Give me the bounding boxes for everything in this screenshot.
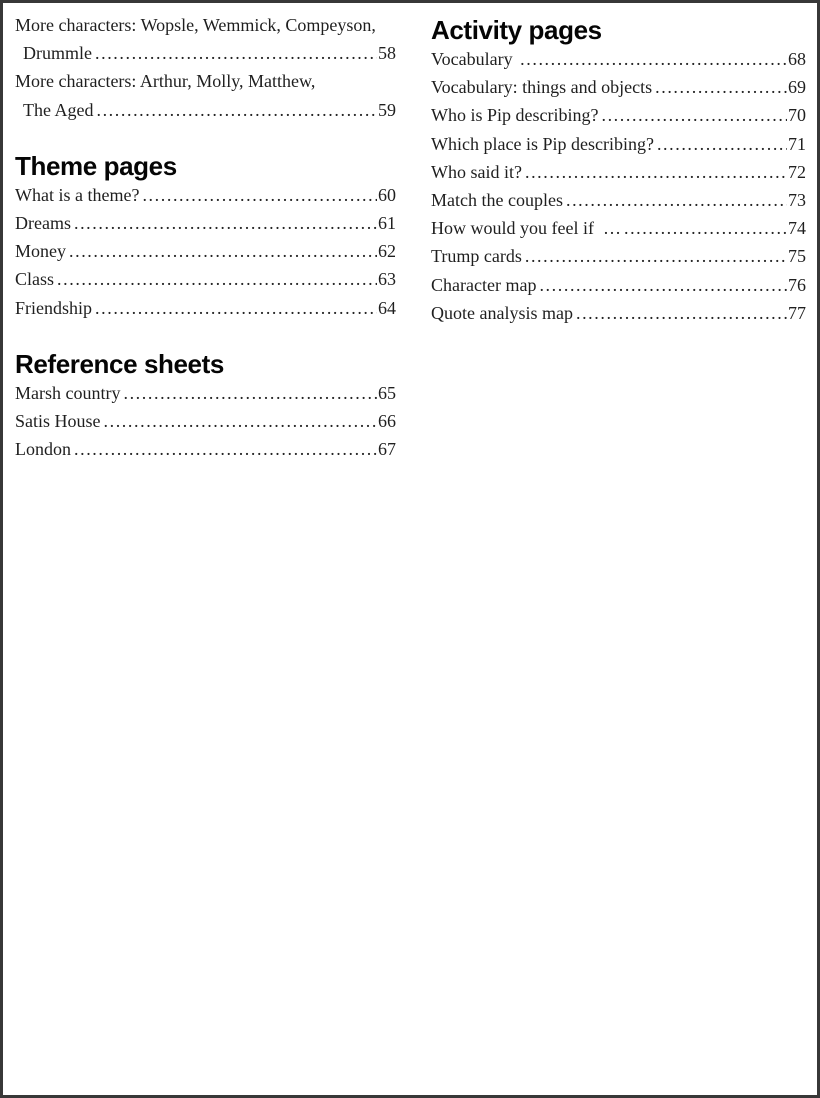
toc-column-left <box>15 11 396 1095</box>
toc-entry <box>15 39 396 67</box>
dot-leader <box>96 96 377 124</box>
dot-leader <box>520 45 787 73</box>
toc-entry <box>15 379 396 407</box>
toc-entry <box>15 407 396 435</box>
toc-entry <box>15 96 396 124</box>
toc-section <box>15 151 396 322</box>
toc-section <box>15 349 396 464</box>
toc-entry-label: Friendship <box>15 297 93 318</box>
toc-entry-wrapped <box>15 11 396 67</box>
toc-entry-label: Drummle <box>23 43 92 64</box>
toc-entry-label: Who said it? <box>431 161 522 182</box>
dot-leader <box>566 186 787 214</box>
toc-entry-label: Money <box>15 241 66 262</box>
toc-section <box>15 11 396 124</box>
toc-entry-page: 66 <box>378 410 396 431</box>
toc-entry-page: 68 <box>788 49 806 69</box>
toc-entry-label: Dreams <box>15 212 71 233</box>
toc-section <box>431 15 806 327</box>
toc-entry-label: Marsh country <box>15 382 121 403</box>
section-heading: Reference sheets <box>15 348 224 379</box>
dot-leader <box>69 237 377 265</box>
toc-entry-line1: More characters: Wopsle, Wemmick, Compeyson, <box>15 15 376 35</box>
dot-leader <box>624 214 787 242</box>
dot-leader <box>539 271 787 299</box>
toc-entry-label: Match the couples <box>431 189 563 210</box>
dot-leader <box>525 158 787 186</box>
toc-entry <box>431 271 806 299</box>
toc-entry-page: 64 <box>378 297 396 318</box>
toc-column-right <box>431 11 806 1095</box>
toc-entry <box>15 294 396 322</box>
toc-entry-page: 70 <box>788 105 806 126</box>
toc-entry-label: Which place is Pip describing? <box>431 133 654 154</box>
toc-entry-page: 60 <box>378 184 396 205</box>
dot-leader <box>74 209 377 237</box>
toc-entry-label: Character map <box>431 274 537 295</box>
toc-entry-page: 58 <box>378 43 396 64</box>
toc-entry <box>431 186 806 214</box>
toc-entry-page: 77 <box>788 302 806 323</box>
toc-entry <box>15 209 396 237</box>
dot-leader <box>601 101 787 129</box>
toc-entry <box>15 265 396 293</box>
dot-leader <box>95 294 377 322</box>
toc-entry <box>431 158 806 186</box>
dot-leader <box>655 73 787 101</box>
toc-entry-page: 69 <box>788 77 806 98</box>
dot-leader <box>95 39 377 67</box>
toc-entry-label: London <box>15 439 71 460</box>
toc-entry <box>431 45 806 73</box>
toc-entry-page: 59 <box>378 99 396 120</box>
toc-entry-page: 61 <box>378 212 396 233</box>
toc-entry <box>431 130 806 158</box>
toc-entry <box>431 242 806 270</box>
dot-leader <box>57 265 377 293</box>
toc-entry-page: 67 <box>378 439 396 460</box>
toc-entry-label: Class <box>15 269 55 290</box>
toc-entry-label: Vocabulary: things and objects <box>431 77 653 98</box>
toc-entry-line1: More characters: Arthur, Molly, Matthew, <box>15 71 316 92</box>
dot-leader <box>142 181 377 209</box>
toc-entry-page: 76 <box>788 274 806 295</box>
toc-entry <box>15 237 396 265</box>
dot-leader <box>576 299 787 327</box>
toc-entry-page: 62 <box>378 241 396 262</box>
toc-entry-label: The Aged <box>23 99 94 120</box>
toc-entry <box>431 299 806 327</box>
section-heading: Activity pages <box>431 15 602 45</box>
toc-entry <box>431 214 806 242</box>
toc-entry-label: Satis House <box>15 410 101 431</box>
toc-entry <box>431 101 806 129</box>
toc-entry-label: Quote analysis map <box>431 302 573 323</box>
dot-leader <box>104 407 378 435</box>
dot-leader <box>657 130 787 158</box>
toc-entry-page: 75 <box>788 246 806 267</box>
toc-entry-label: Who is Pip describing? <box>431 105 599 126</box>
section-heading: Theme pages <box>15 150 177 181</box>
toc-entry-page: 72 <box>788 161 806 182</box>
toc-entry-label: What is a theme? <box>15 184 140 205</box>
toc-entry-wrapped <box>15 67 396 123</box>
toc-entry-page: 63 <box>378 269 396 290</box>
toc-entry <box>15 435 396 463</box>
toc-entry-label: Vocabulary <box>431 49 518 69</box>
toc-entry-label: Trump cards <box>431 246 522 267</box>
toc-entry-label: How would you feel if … <box>431 218 621 239</box>
toc-entry <box>431 73 806 101</box>
toc-entry-page: 71 <box>788 133 806 154</box>
toc-entry-page: 74 <box>788 218 806 239</box>
toc-entry-page: 65 <box>378 382 396 403</box>
dot-leader <box>525 242 787 270</box>
dot-leader <box>74 435 377 463</box>
toc-entry-page: 73 <box>788 189 806 210</box>
toc-entry <box>15 181 396 209</box>
dot-leader <box>123 379 377 407</box>
